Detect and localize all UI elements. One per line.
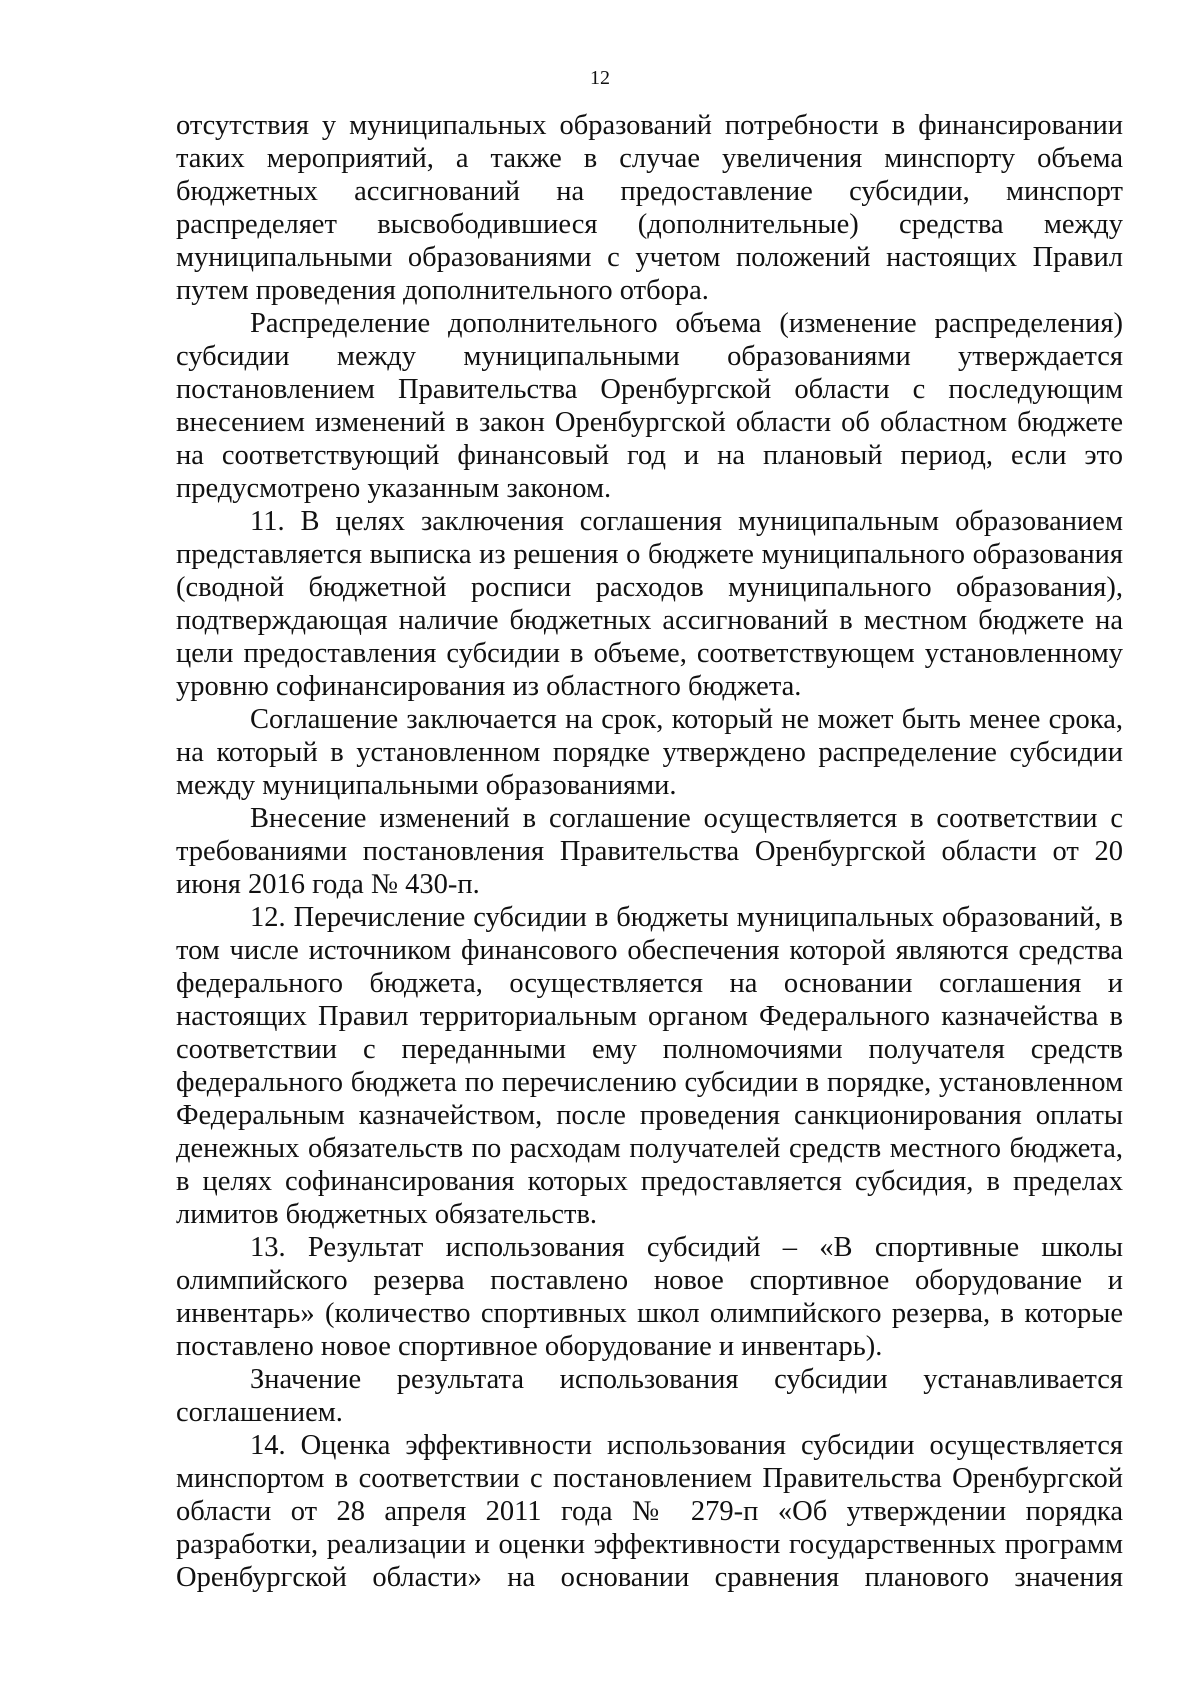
paragraph-item-12: 12. Перечисление субсидии в бюджеты муниципальных образований, в том числе источником финансового обеспечения которой являются средства федерального бюджета, осуществляется на основании соглашения и настоящих Правил территориальным органом Федерального казначейства в соответствии с переданными ему полномочиями получателя средств федерального бюджета по перечислению субсидии в порядке, установленном Федеральным казначейством, после проведения санкционирования оплаты денежных обязательств по расходам получателей средств местного бюджета, в целях софинансирования которых предоставляется субсидия, в пределах лимитов бюджетных обязательств. <box>176 902 1123 1230</box>
paragraph-result-value: Значение результата использования субсидии устанавливается соглашением. <box>176 1364 1123 1428</box>
paragraph-agreement-changes: Внесение изменений в соглашение осуществляется в соответствии с требованиями постановления Правительства Оренбургской области от 20 июня 2016 года № 430-п. <box>176 803 1123 900</box>
paragraph-item-11: 11. В целях заключения соглашения муниципальным образованием представляется выписка из решения о бюджете муниципального образования (сводной бюджетной росписи расходов муниципального образования), подтверждающая наличие бюджетных ассигнований в местном бюджете на цели предоставления субсидии в объеме, соответствующем установленному уровню софинансирования из областного бюджета. <box>176 506 1123 702</box>
paragraph-item-13: 13. Результат использования субсидий – «В спортивные школы олимпийского резерва поставлено новое спортивное оборудование и инвентарь» (количество спортивных школ олимпийского резерва, в которые поставлено новое спортивное оборудование и инвентарь). <box>176 1232 1123 1362</box>
document-body <box>176 109 1123 1594</box>
paragraph-agreement-term: Соглашение заключается на срок, который не может быть менее срока, на который в установленном порядке утверждено распределение субсидии между муниципальными образованиями. <box>176 704 1123 801</box>
paragraph-item-14: 14. Оценка эффективности использования субсидии осуществляется минспортом в соответствии с постановлением Правительства Оренбургской области от 28 апреля 2011 года № 279-п «Об утверждении порядка разработки, реализации и оценки эффективности государственных программ Оренбургской области» на основании сравнения планового значения <box>176 1430 1123 1593</box>
paragraph-distribution: Распределение дополнительного объема (изменение распределения) субсидии между муниципальными образованиями утверждается постановлением Правительства Оренбургской области с последующим внесением изменений в закон Оренбургской области об областном бюджете на соответствующий финансовый год и на плановый период, если это предусмотрено указанным законом. <box>176 308 1123 504</box>
page-number: 12 <box>590 67 610 89</box>
paragraph-continuation: отсутствия у муниципальных образований потребности в финансировании таких мероприятий, а также в случае увеличения минспорту объема бюджетных ассигнований на предоставление субсидии, минспорт распределяет высвободившиеся (дополнительные) средства между муниципальными образованиями с учетом положений настоящих Правил путем проведения дополнительного отбора. <box>176 110 1123 306</box>
